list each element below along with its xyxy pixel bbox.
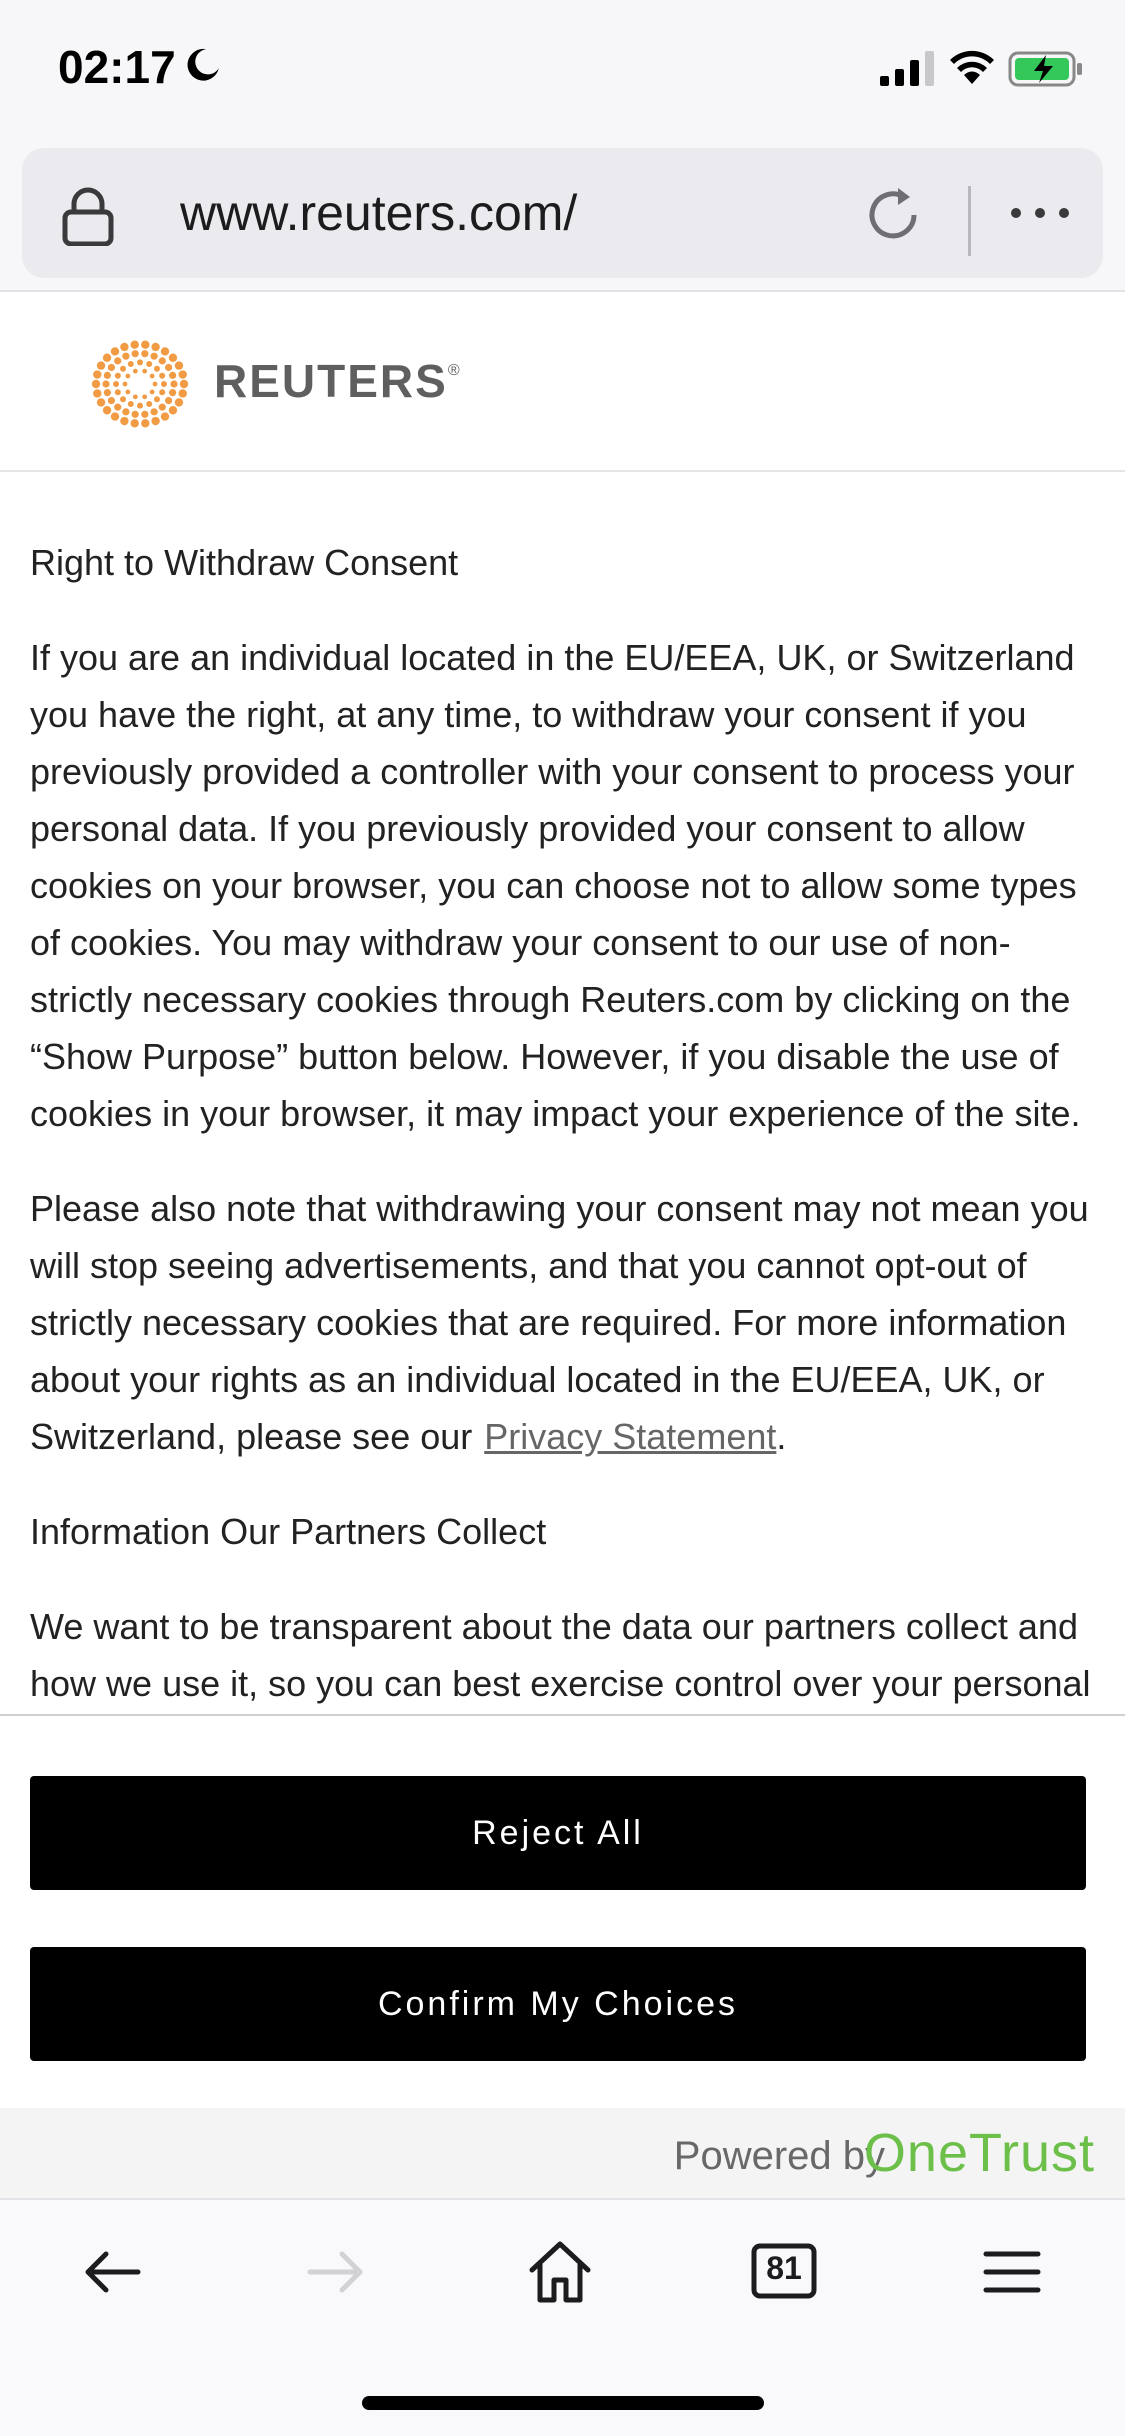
address-bar[interactable] (22, 148, 1103, 278)
powered-by-label: Powered by (673, 2134, 885, 2178)
brand-name: REUTERS (214, 355, 448, 407)
tab-count: 81 (766, 2250, 802, 2286)
home-icon[interactable] (524, 2236, 596, 2308)
partners-heading: Information Our Partners Collect (30, 1511, 547, 1552)
reload-icon[interactable] (862, 184, 924, 246)
browser-address-area (0, 140, 1125, 292)
more-icon[interactable] (1008, 198, 1072, 228)
onetrust-logo[interactable]: OneTrust (863, 2123, 1095, 2183)
content-divider (0, 1714, 1125, 1716)
back-icon[interactable] (76, 2236, 148, 2308)
confirm-choices-button[interactable]: Confirm My Choices (30, 1947, 1086, 2061)
site-header (0, 292, 1125, 472)
signal-icon (880, 50, 936, 86)
privacy-statement-link[interactable]: Privacy Statement (484, 1416, 777, 1457)
status-time: 02:17 (58, 41, 176, 93)
reuters-logo-text[interactable] (214, 354, 462, 408)
brand-trademark: ® (447, 362, 462, 379)
home-indicator (362, 2396, 764, 2410)
note-period: . (776, 1416, 787, 1457)
battery-charging-icon (1008, 50, 1084, 88)
reuters-logo-icon[interactable] (84, 334, 196, 434)
consent-content[interactable] (0, 474, 1125, 1714)
menu-icon[interactable] (976, 2236, 1048, 2308)
powered-by-bar (0, 2108, 1125, 2198)
reject-all-button[interactable]: Reject All (30, 1776, 1086, 1890)
tabs-button[interactable] (748, 2236, 820, 2308)
address-bar-divider (968, 186, 971, 256)
status-bar (0, 0, 1125, 140)
partners-paragraph: We want to be transparent about the data our partners collect and how we use it, so you can best exercise control over your personal (30, 1606, 1091, 1704)
note-text: Please also note that withdrawing your consent may not mean you will stop seeing advertisements, and that you cannot opt-out of strictly necessary cookies that are required. For more information about your rights as an individual located in the EU/EEA, UK, or Switzerland, please see our (30, 1188, 1089, 1457)
withdraw-paragraph: If you are an individual located in the EU/EEA, UK, or Switzerland you have the right, at any time, to withdraw your consent if you previously provided a controller with your consent to process your personal data. If you previously provided your consent to allow cookies on your browser, you can choose not to allow some types of cookies. You may withdraw your consent to our use of non-strictly necessary cookies through Reuters.com by clicking on the “Show Purpose” button below. However, if you disable the use of cookies in your browser, it may impact your experience of the site. (30, 637, 1081, 1134)
withdraw-heading: Right to Withdraw Consent (30, 542, 459, 583)
url-text[interactable]: www.reuters.com/ (180, 185, 578, 241)
wifi-icon (948, 48, 996, 86)
note-paragraph (30, 1180, 1095, 1465)
forward-icon[interactable] (300, 2236, 372, 2308)
moon-icon (184, 46, 222, 84)
lock-icon (60, 186, 116, 246)
